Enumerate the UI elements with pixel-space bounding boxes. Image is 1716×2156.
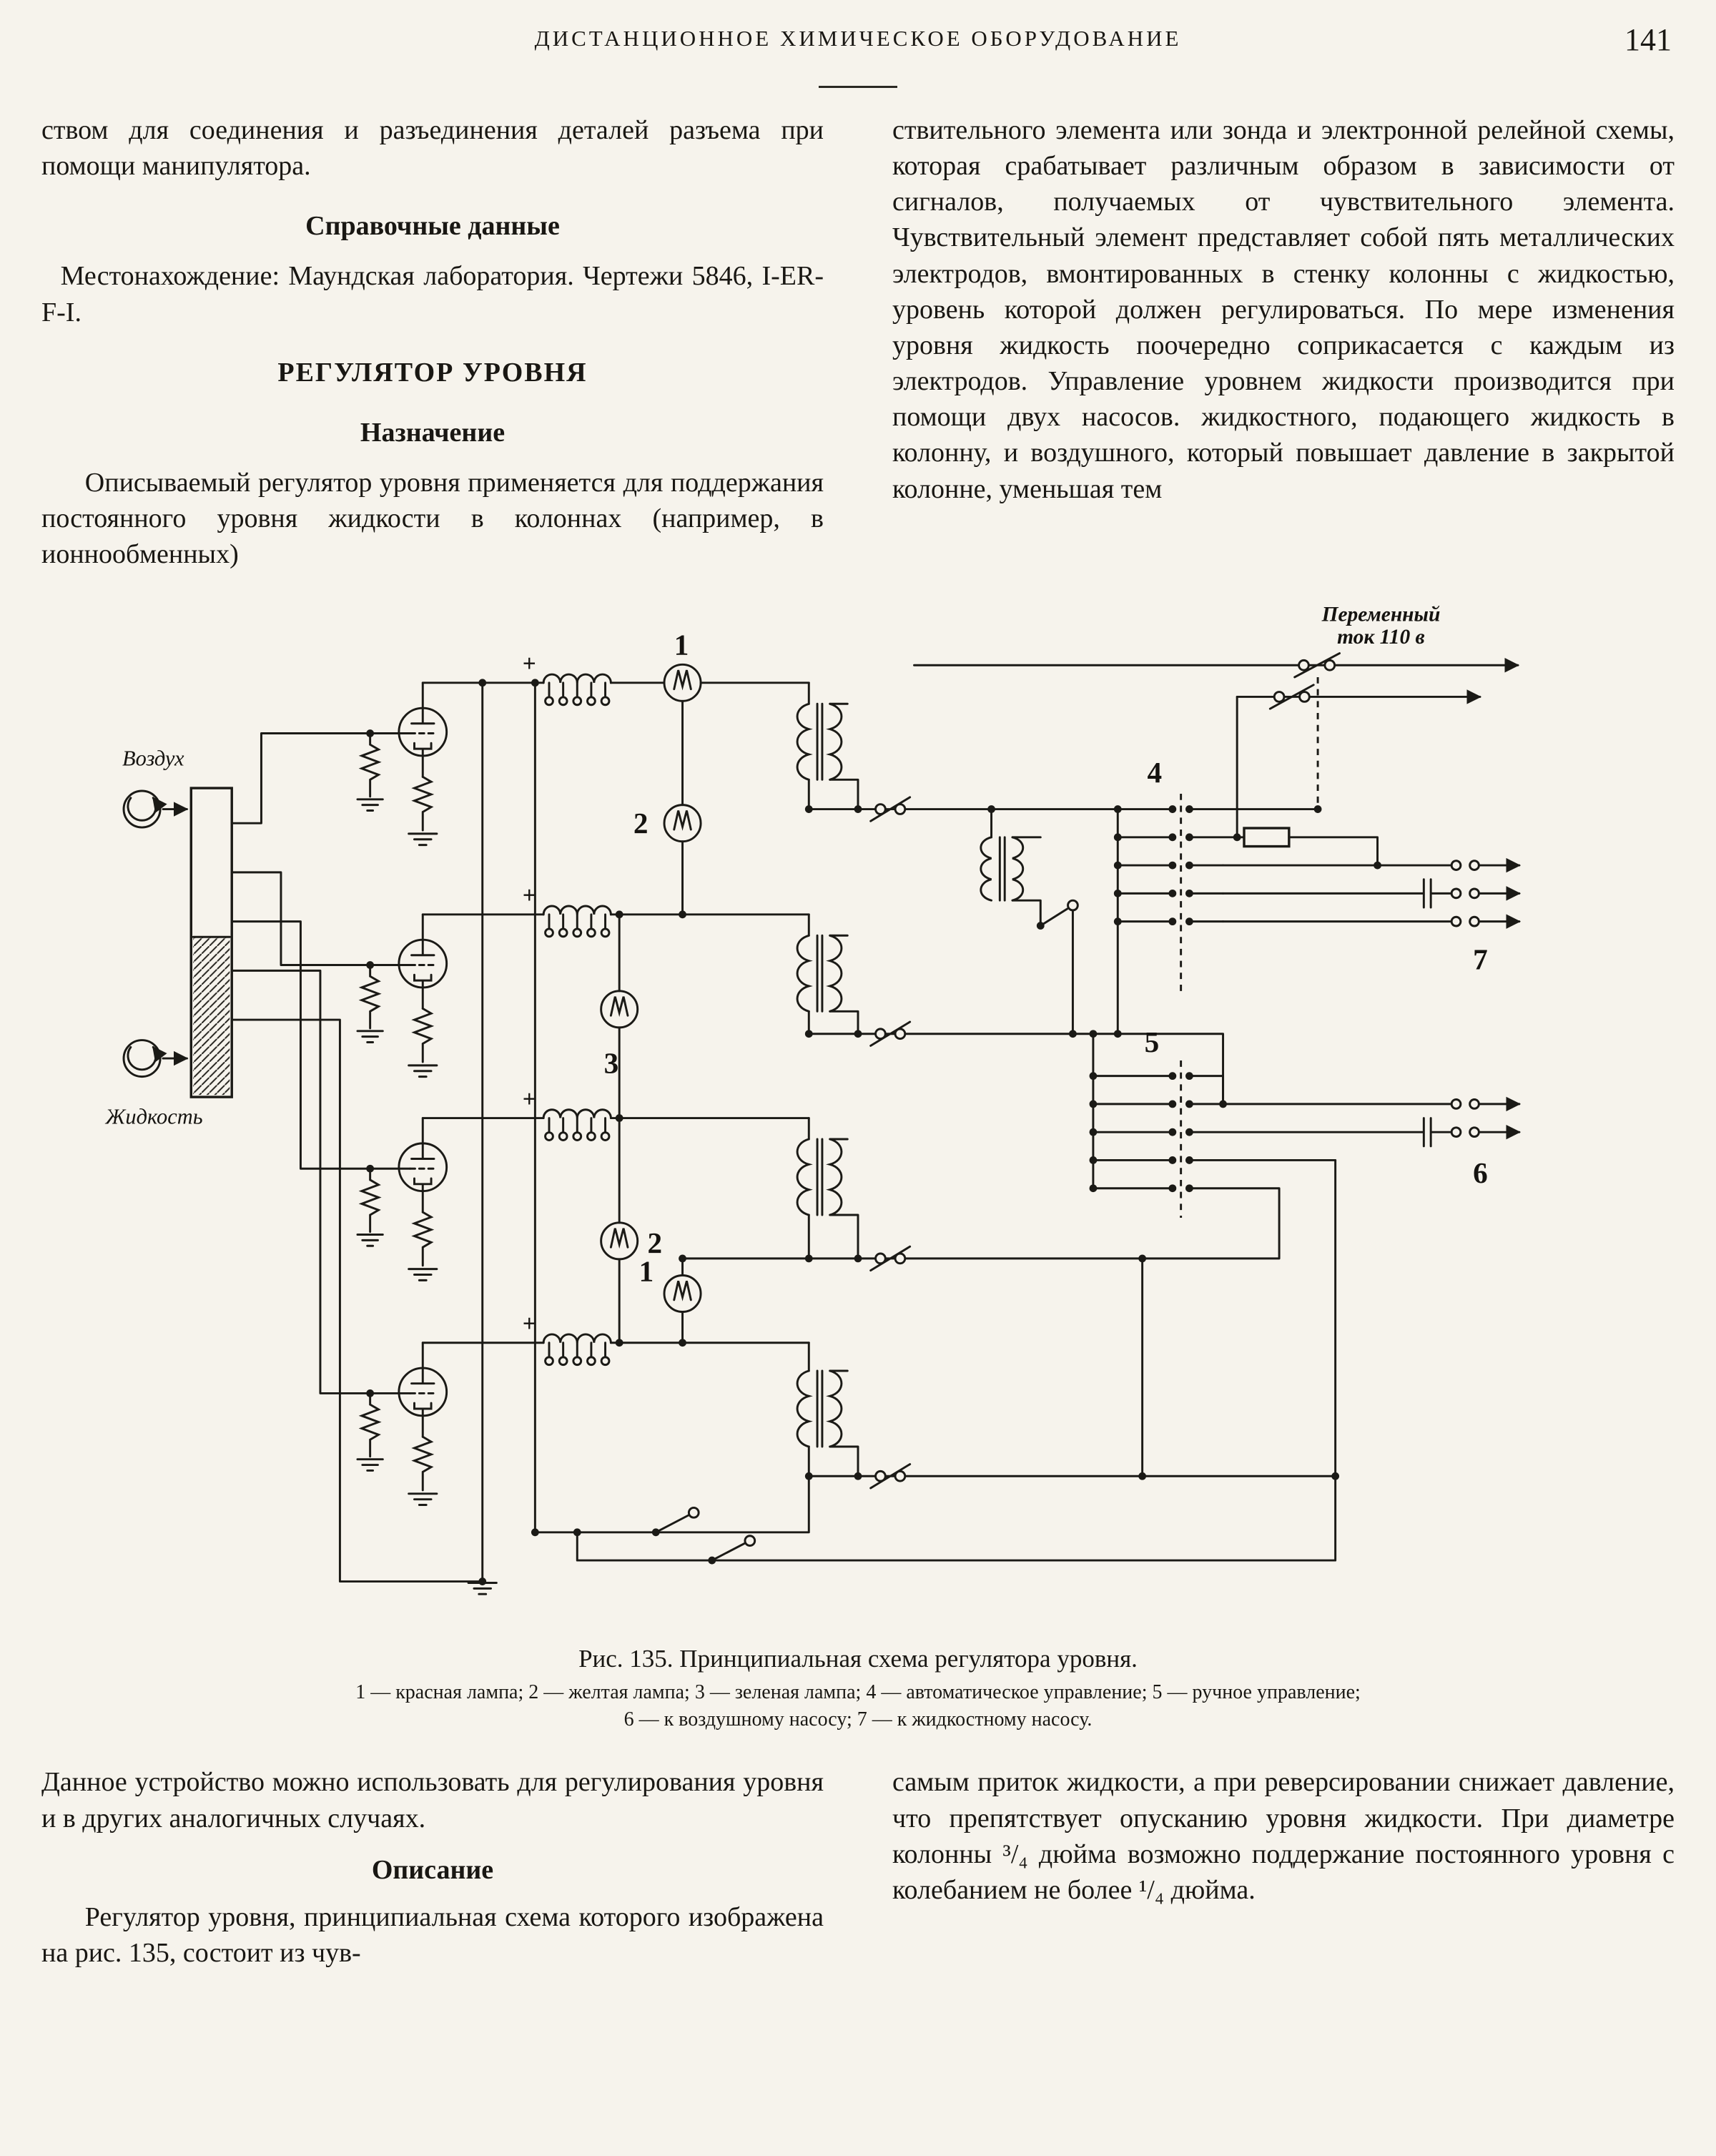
ac-supply xyxy=(914,603,1518,837)
indicator-lamps xyxy=(601,628,701,1342)
page-header xyxy=(41,21,1675,74)
terminal-number: 7 xyxy=(1473,942,1488,975)
paragraph: ством для соединения и разъединения деталей разъема при помощи манипулятора. xyxy=(41,115,824,182)
auto-control-bank xyxy=(1148,756,1378,992)
amplifier-stage-1 xyxy=(358,651,858,845)
bottom-left-column xyxy=(41,1764,824,1975)
plus-sign: + xyxy=(522,1086,536,1113)
header-rule xyxy=(819,86,897,88)
ac-label-line2: ток 110 в xyxy=(1337,625,1425,649)
top-right-column xyxy=(892,112,1675,577)
liquid-label: Жидкость xyxy=(105,1103,203,1128)
lamp-number: 1 xyxy=(638,1254,654,1287)
amplifier-stage-4 xyxy=(358,1311,858,1505)
page-number: 141 xyxy=(1624,22,1672,57)
bottom-text-columns xyxy=(41,1764,1675,1975)
ac-label-line1: Переменный xyxy=(1321,602,1441,626)
figure-legend xyxy=(41,1679,1675,1733)
figure-caption: Рис. 135. Принципиальная схема регулятора уровня. xyxy=(578,1644,1138,1673)
liquid-pump-terminals xyxy=(1223,860,1519,975)
section-heading-reference: Справочные данные xyxy=(305,211,560,242)
lamp-number: 3 xyxy=(603,1046,619,1080)
relay-contact-network xyxy=(683,797,1336,1487)
circuit-diagram xyxy=(86,599,1630,1630)
section-heading-regulator: РЕГУЛЯТОР УРОВНЯ xyxy=(277,357,588,388)
liquid-column xyxy=(104,733,482,1581)
air-pump-terminals xyxy=(1189,1099,1519,1188)
lamp-number: 1 xyxy=(674,628,689,661)
paragraph: Описываемый регулятор уровня применяется для поддержания постоянного уровня жидкости в колоннах (например, в ионнообменных) xyxy=(41,468,824,570)
section-heading-purpose: Назначение xyxy=(360,417,506,448)
bottom-right-column xyxy=(892,1764,1675,1975)
air-label: Воздух xyxy=(122,746,184,771)
resistor-icon xyxy=(1244,828,1289,847)
paragraph: ствительного элемента или зонда и электронной релейной схемы, которая срабатывает различным образом в зависимости от сигналов, получаемых от чувствительного элемента. Чувствительный элемент представляет собой пять металлических электродов, вмонтированных в стенку колонны с жидкостью, уровень которой должен регулироваться. По мере изменения уровня жидкость поочередно соприкасается с каждым из электродов. Управление уровнем жидкости производится при помощи двух насосов. жидкостного, подающего жидкость в колонну, и воздушного, который повышает давление в закрытой колонне, уменьшая тем xyxy=(892,115,1675,504)
auto-control-number: 4 xyxy=(1147,755,1163,789)
figure-legend-line1: 1 — красная лампа; 2 — желтая лампа; 3 — зеленая лампа; 4 — автоматическое управление; 5 — ручное управление; xyxy=(355,1680,1361,1703)
relay-transformer xyxy=(981,809,1078,1033)
paragraph: Регулятор уровня, принципиальная схема которого изображена на рис. 135, состоит из чув- xyxy=(41,1901,824,1969)
figure-legend-line2: 6 — к воздушному насосу; 7 — к жидкостному насосу. xyxy=(623,1708,1093,1731)
paragraph: Местонахождение: Маундская лаборатория. Чертежи 5846, I-ER-F-I. xyxy=(41,261,824,328)
amplifier-stage-3 xyxy=(358,1086,858,1280)
plus-sign: + xyxy=(522,650,536,677)
lamp-number: 2 xyxy=(633,806,649,840)
section-heading-description: Описание xyxy=(371,1854,494,1885)
top-left-column xyxy=(41,112,824,577)
terminal-number: 6 xyxy=(1473,1156,1488,1189)
paragraph: Данное устройство можно использовать для регулирования уровня и в других аналогичных случаях. xyxy=(41,1767,824,1833)
plus-sign: + xyxy=(522,882,536,909)
running-head: ДИСТАНЦИОННОЕ ХИМИЧЕСКОЕ ОБОРУДОВАНИЕ xyxy=(534,26,1182,51)
figure-135 xyxy=(41,599,1675,1733)
top-text-columns xyxy=(41,112,1675,577)
manual-control-number: 5 xyxy=(1144,1025,1160,1058)
lamp-number: 2 xyxy=(647,1226,663,1259)
plus-sign: + xyxy=(522,1310,536,1337)
bottom-switch-wiring xyxy=(535,1160,1335,1560)
paragraph: самым приток жидкости, а при реверсировании снижает давление, что препятствует опусканию уровня жидкости. При диаметре колонны ³/₄ дюйма возможно поддержание постоянного уровня с колебанием не более ¹/₄ дюйма. xyxy=(892,1767,1675,1905)
